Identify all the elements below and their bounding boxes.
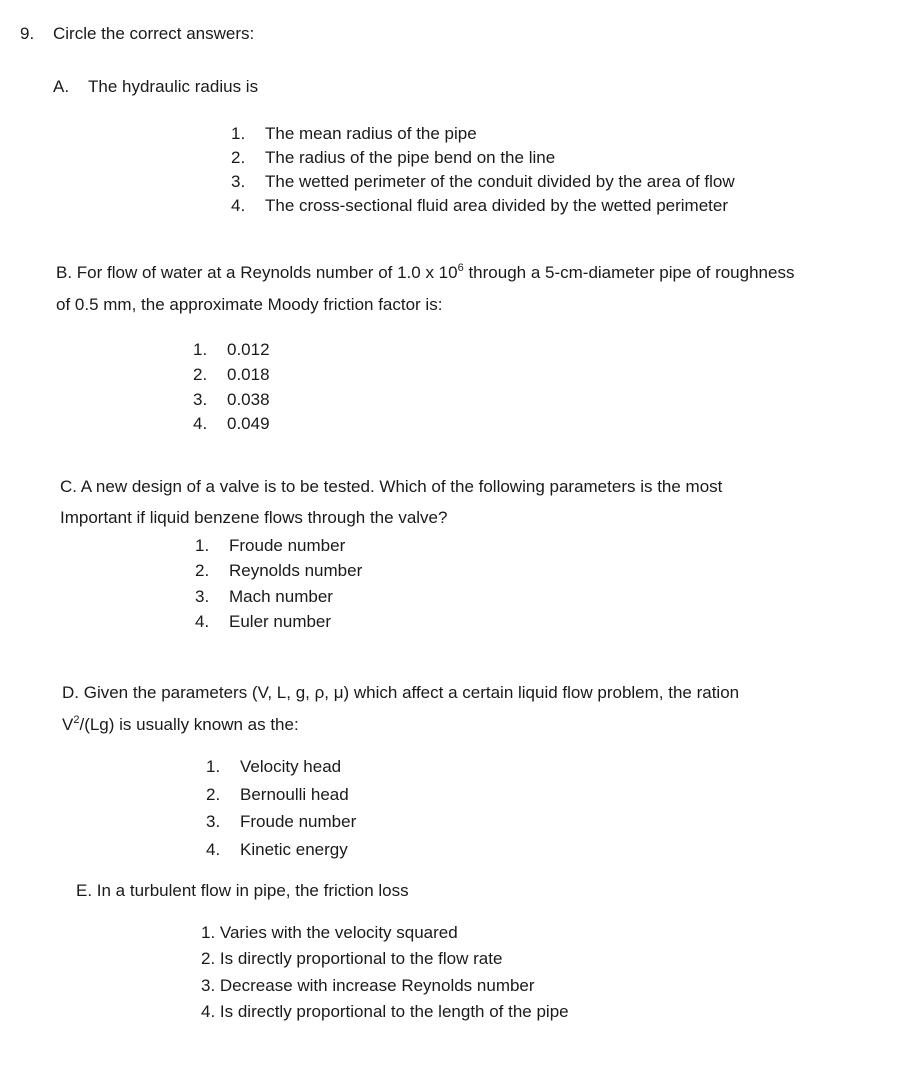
part-a-option-2[interactable]: The radius of the pipe bend on the line [265,148,556,167]
part-c-prompt-line1: C. A new design of a valve is to be tested. Which of the following parameters is the most [60,477,723,496]
option-number: 4. [195,612,210,631]
option-number: 1. [193,340,208,359]
part-b-text: through a 5-cm-diameter pipe of roughness [463,263,795,282]
part-a-letter: A. [53,77,70,96]
option-number: 4. [206,840,221,859]
option-number: 1. [195,536,210,555]
part-d-prompt-line1: D. Given the parameters (V, L, g, ρ, μ) which affect a certain liquid flow problem, the ration [62,683,740,702]
option-number: 4. [231,196,246,215]
option-number: 2. [193,365,208,384]
part-d-option-4[interactable]: Kinetic energy [240,840,348,859]
part-a-option-3[interactable]: The wetted perimeter of the conduit divided by the area of flow [265,172,735,191]
part-e-option-3[interactable]: 3. Decrease with increase Reynolds number [201,976,535,995]
part-c-option-2[interactable]: Reynolds number [229,561,363,580]
part-d-text: V [62,715,74,734]
part-c-option-4[interactable]: Euler number [229,612,332,631]
part-d-option-1[interactable]: Velocity head [240,757,342,776]
part-b-option-1[interactable]: 0.012 [227,340,270,359]
part-d-exponent: 2 [73,714,80,726]
part-b-prompt-line2: of 0.5 mm, the approximate Moody friction factor is: [56,295,443,314]
part-b-option-3[interactable]: 0.038 [227,390,270,409]
part-d-prompt-line2 [62,715,299,735]
part-e-option-1[interactable]: 1. Varies with the velocity squared [201,923,458,942]
option-number: 2. [231,148,246,167]
part-b-exponent: 6 [457,262,464,274]
part-a-option-4[interactable]: The cross-sectional fluid area divided by the wetted perimeter [265,196,729,215]
part-e-prompt: E. In a turbulent flow in pipe, the friction loss [76,881,409,900]
part-b-text: B. For flow of water at a Reynolds number of 1.0 x 10 [56,263,458,282]
option-number: 4. [193,414,208,433]
part-c-prompt-line2: Important if liquid benzene flows through the valve? [60,508,448,527]
question-heading: Circle the correct answers: [53,24,255,43]
part-d-text: /(Lg) is usually known as the: [79,715,299,734]
question-number: 9. [20,24,35,43]
option-number: 3. [231,172,246,191]
part-e-option-2[interactable]: 2. Is directly proportional to the flow rate [201,949,503,968]
part-d-option-3[interactable]: Froude number [240,812,357,831]
part-b-prompt-line1 [56,263,794,283]
option-number: 2. [195,561,210,580]
option-number: 1. [206,757,221,776]
part-b-option-2[interactable]: 0.018 [227,365,270,384]
option-number: 2. [206,785,221,804]
part-c-option-1[interactable]: Froude number [229,536,346,555]
option-number: 1. [231,124,246,143]
option-number: 3. [193,390,208,409]
part-c-option-3[interactable]: Mach number [229,587,333,606]
part-a-prompt: The hydraulic radius is [88,77,259,96]
part-e-option-4[interactable]: 4. Is directly proportional to the length of the pipe [201,1002,569,1021]
part-a-option-1[interactable]: The mean radius of the pipe [265,124,477,143]
option-number: 3. [206,812,221,831]
option-number: 3. [195,587,210,606]
part-d-option-2[interactable]: Bernoulli head [240,785,349,804]
part-b-option-4[interactable]: 0.049 [227,414,270,433]
